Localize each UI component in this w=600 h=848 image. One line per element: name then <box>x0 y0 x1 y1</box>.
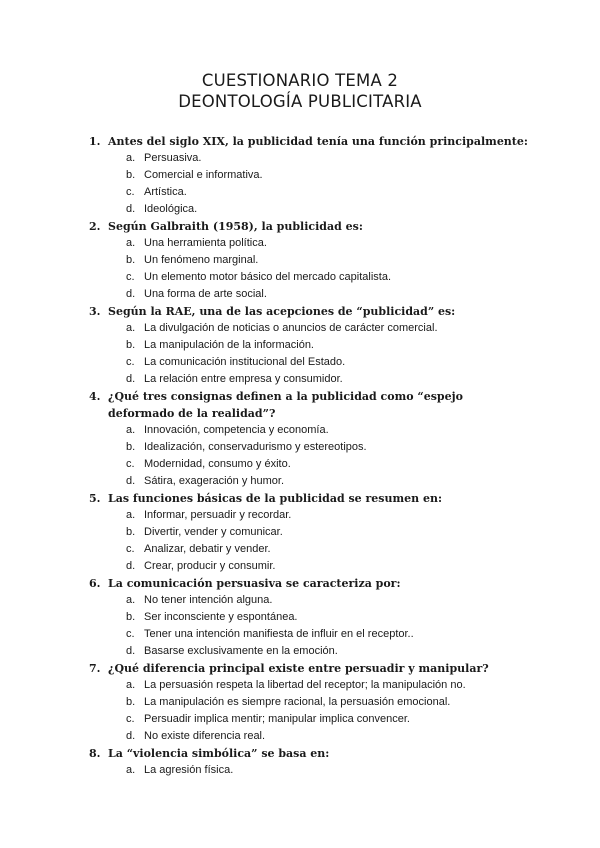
option-text: Tener una intención manifiesta de influir en el receptor.. <box>144 628 414 640</box>
option-list <box>0 592 600 660</box>
option-text: No tener intención alguna. <box>144 594 273 606</box>
option-letter: b. <box>126 696 136 708</box>
option-text: Comercial e informativa. <box>144 169 263 181</box>
option-letter: c. <box>126 356 135 368</box>
option-text: La agresión física. <box>144 764 234 776</box>
option-letter: b. <box>126 169 136 181</box>
answer-option <box>0 541 600 558</box>
answer-option <box>0 609 600 626</box>
option-letter: d. <box>126 645 136 657</box>
option-text: No existe diferencia real. <box>144 730 266 742</box>
question-text: La comunicación persuasiva se caracteriza por: <box>108 577 401 590</box>
question-text: Según Galbraith (1958), la publicidad es: <box>108 220 363 233</box>
option-text: Persuasiva. <box>144 152 202 164</box>
option-letter: b. <box>126 611 136 623</box>
option-text: La persuasión respeta la libertad del receptor; la manipulación no. <box>144 679 466 691</box>
option-letter: a. <box>126 764 136 776</box>
question-list <box>0 133 600 779</box>
answer-option <box>0 269 600 286</box>
option-letter: d. <box>126 730 136 742</box>
option-text: Basarse exclusivamente en la emoción. <box>144 645 338 657</box>
answer-option <box>0 286 600 303</box>
option-text: Artística. <box>144 186 187 198</box>
option-text: Ideológica. <box>144 203 198 215</box>
option-letter: c. <box>126 186 135 198</box>
answer-option <box>0 456 600 473</box>
option-letter: a. <box>126 594 136 606</box>
options-group <box>0 235 600 303</box>
answer-option <box>0 252 600 269</box>
question-number: 4. <box>89 390 101 403</box>
question-text: La “violencia simbólica” se basa en: <box>108 747 330 760</box>
option-text: La manipulación de la información. <box>144 339 314 351</box>
answer-option <box>0 711 600 728</box>
option-letter: a. <box>126 237 136 249</box>
options-group <box>0 320 600 388</box>
question-item <box>0 490 600 507</box>
option-letter: d. <box>126 203 136 215</box>
option-letter: d. <box>126 560 136 572</box>
answer-option <box>0 235 600 252</box>
option-letter: a. <box>126 322 136 334</box>
option-letter: c. <box>126 543 135 555</box>
answer-option <box>0 184 600 201</box>
option-letter: b. <box>126 441 136 453</box>
question-text: Antes del siglo XIX, la publicidad tenía una función principalmente: <box>108 135 528 148</box>
option-letter: c. <box>126 271 135 283</box>
option-list <box>0 507 600 575</box>
answer-option <box>0 150 600 167</box>
option-text: Divertir, vender y comunicar. <box>144 526 283 538</box>
option-list <box>0 235 600 303</box>
answer-option <box>0 728 600 745</box>
answer-option <box>0 762 600 779</box>
answer-option <box>0 643 600 660</box>
answer-option <box>0 694 600 711</box>
options-group <box>0 762 600 779</box>
option-text: Idealización, conservadurismo y estereotipos. <box>144 441 367 453</box>
question-text: ¿Qué tres consignas definen a la publicidad como “espejo deformado de la realidad”? <box>108 390 463 420</box>
answer-option <box>0 337 600 354</box>
options-group <box>0 592 600 660</box>
answer-option <box>0 201 600 218</box>
option-list <box>0 150 600 218</box>
options-group <box>0 507 600 575</box>
question-item <box>0 388 600 422</box>
answer-option <box>0 167 600 184</box>
option-list <box>0 422 600 490</box>
options-group <box>0 677 600 745</box>
option-letter: d. <box>126 288 136 300</box>
question-item <box>0 303 600 320</box>
question-number: 3. <box>89 305 101 318</box>
option-text: Una forma de arte social. <box>144 288 267 300</box>
question-item <box>0 660 600 677</box>
question-item <box>0 575 600 592</box>
option-letter: b. <box>126 339 136 351</box>
option-list <box>0 677 600 745</box>
title-line-1: CUESTIONARIO TEMA 2 <box>201 71 399 90</box>
answer-option <box>0 473 600 490</box>
option-letter: a. <box>126 679 136 691</box>
question-item <box>0 745 600 762</box>
answer-option <box>0 439 600 456</box>
option-text: Una herramienta política. <box>144 237 267 249</box>
option-text: La divulgación de noticias o anuncios de carácter comercial. <box>144 322 438 334</box>
options-group <box>0 150 600 218</box>
question-text: ¿Qué diferencia principal existe entre persuadir y manipular? <box>108 662 489 675</box>
option-letter: b. <box>126 526 136 538</box>
title-line-2: DEONTOLOGÍA PUBLICITARIA <box>178 92 422 111</box>
option-text: Innovación, competencia y economía. <box>144 424 329 436</box>
answer-option <box>0 558 600 575</box>
answer-option <box>0 626 600 643</box>
option-letter: d. <box>126 373 136 385</box>
option-letter: c. <box>126 628 135 640</box>
answer-option <box>0 507 600 524</box>
question-text: Según la RAE, una de las acepciones de “publicidad” es: <box>108 305 456 318</box>
question-number: 6. <box>89 577 101 590</box>
question-number: 1. <box>89 135 101 148</box>
answer-option <box>0 422 600 439</box>
option-text: Persuadir implica mentir; manipular implica convencer. <box>144 713 410 725</box>
question-text: Las funciones básicas de la publicidad se resumen en: <box>108 492 443 505</box>
question-item <box>0 218 600 235</box>
option-text: Informar, persuadir y recordar. <box>144 509 292 521</box>
answer-option <box>0 354 600 371</box>
question-number: 2. <box>89 220 101 233</box>
option-text: Modernidad, consumo y éxito. <box>144 458 291 470</box>
options-group <box>0 422 600 490</box>
option-text: Crear, producir y consumir. <box>144 560 276 572</box>
question-number: 7. <box>89 662 101 675</box>
option-list <box>0 320 600 388</box>
option-text: Un fenómeno marginal. <box>144 254 259 266</box>
option-letter: a. <box>126 509 136 521</box>
option-text: La comunicación institucional del Estado. <box>144 356 346 368</box>
question-number: 8. <box>89 747 101 760</box>
answer-option <box>0 371 600 388</box>
option-text: Un elemento motor básico del mercado capitalista. <box>144 271 392 283</box>
option-letter: c. <box>126 713 135 725</box>
option-letter: c. <box>126 458 135 470</box>
answer-option <box>0 320 600 337</box>
option-text: La manipulación es siempre racional, la persuasión emocional. <box>144 696 451 708</box>
option-letter: d. <box>126 475 136 487</box>
option-text: Analizar, debatir y vender. <box>144 543 271 555</box>
option-letter: a. <box>126 152 136 164</box>
option-letter: b. <box>126 254 136 266</box>
answer-option <box>0 592 600 609</box>
option-list <box>0 762 600 779</box>
option-letter: a. <box>126 424 136 436</box>
option-text: La relación entre empresa y consumidor. <box>144 373 343 385</box>
answer-option <box>0 677 600 694</box>
page-title <box>0 70 600 112</box>
question-item <box>0 133 600 150</box>
option-text: Ser inconsciente y espontánea. <box>144 611 298 623</box>
question-number: 5. <box>89 492 101 505</box>
answer-option <box>0 524 600 541</box>
option-text: Sátira, exageración y humor. <box>144 475 285 487</box>
